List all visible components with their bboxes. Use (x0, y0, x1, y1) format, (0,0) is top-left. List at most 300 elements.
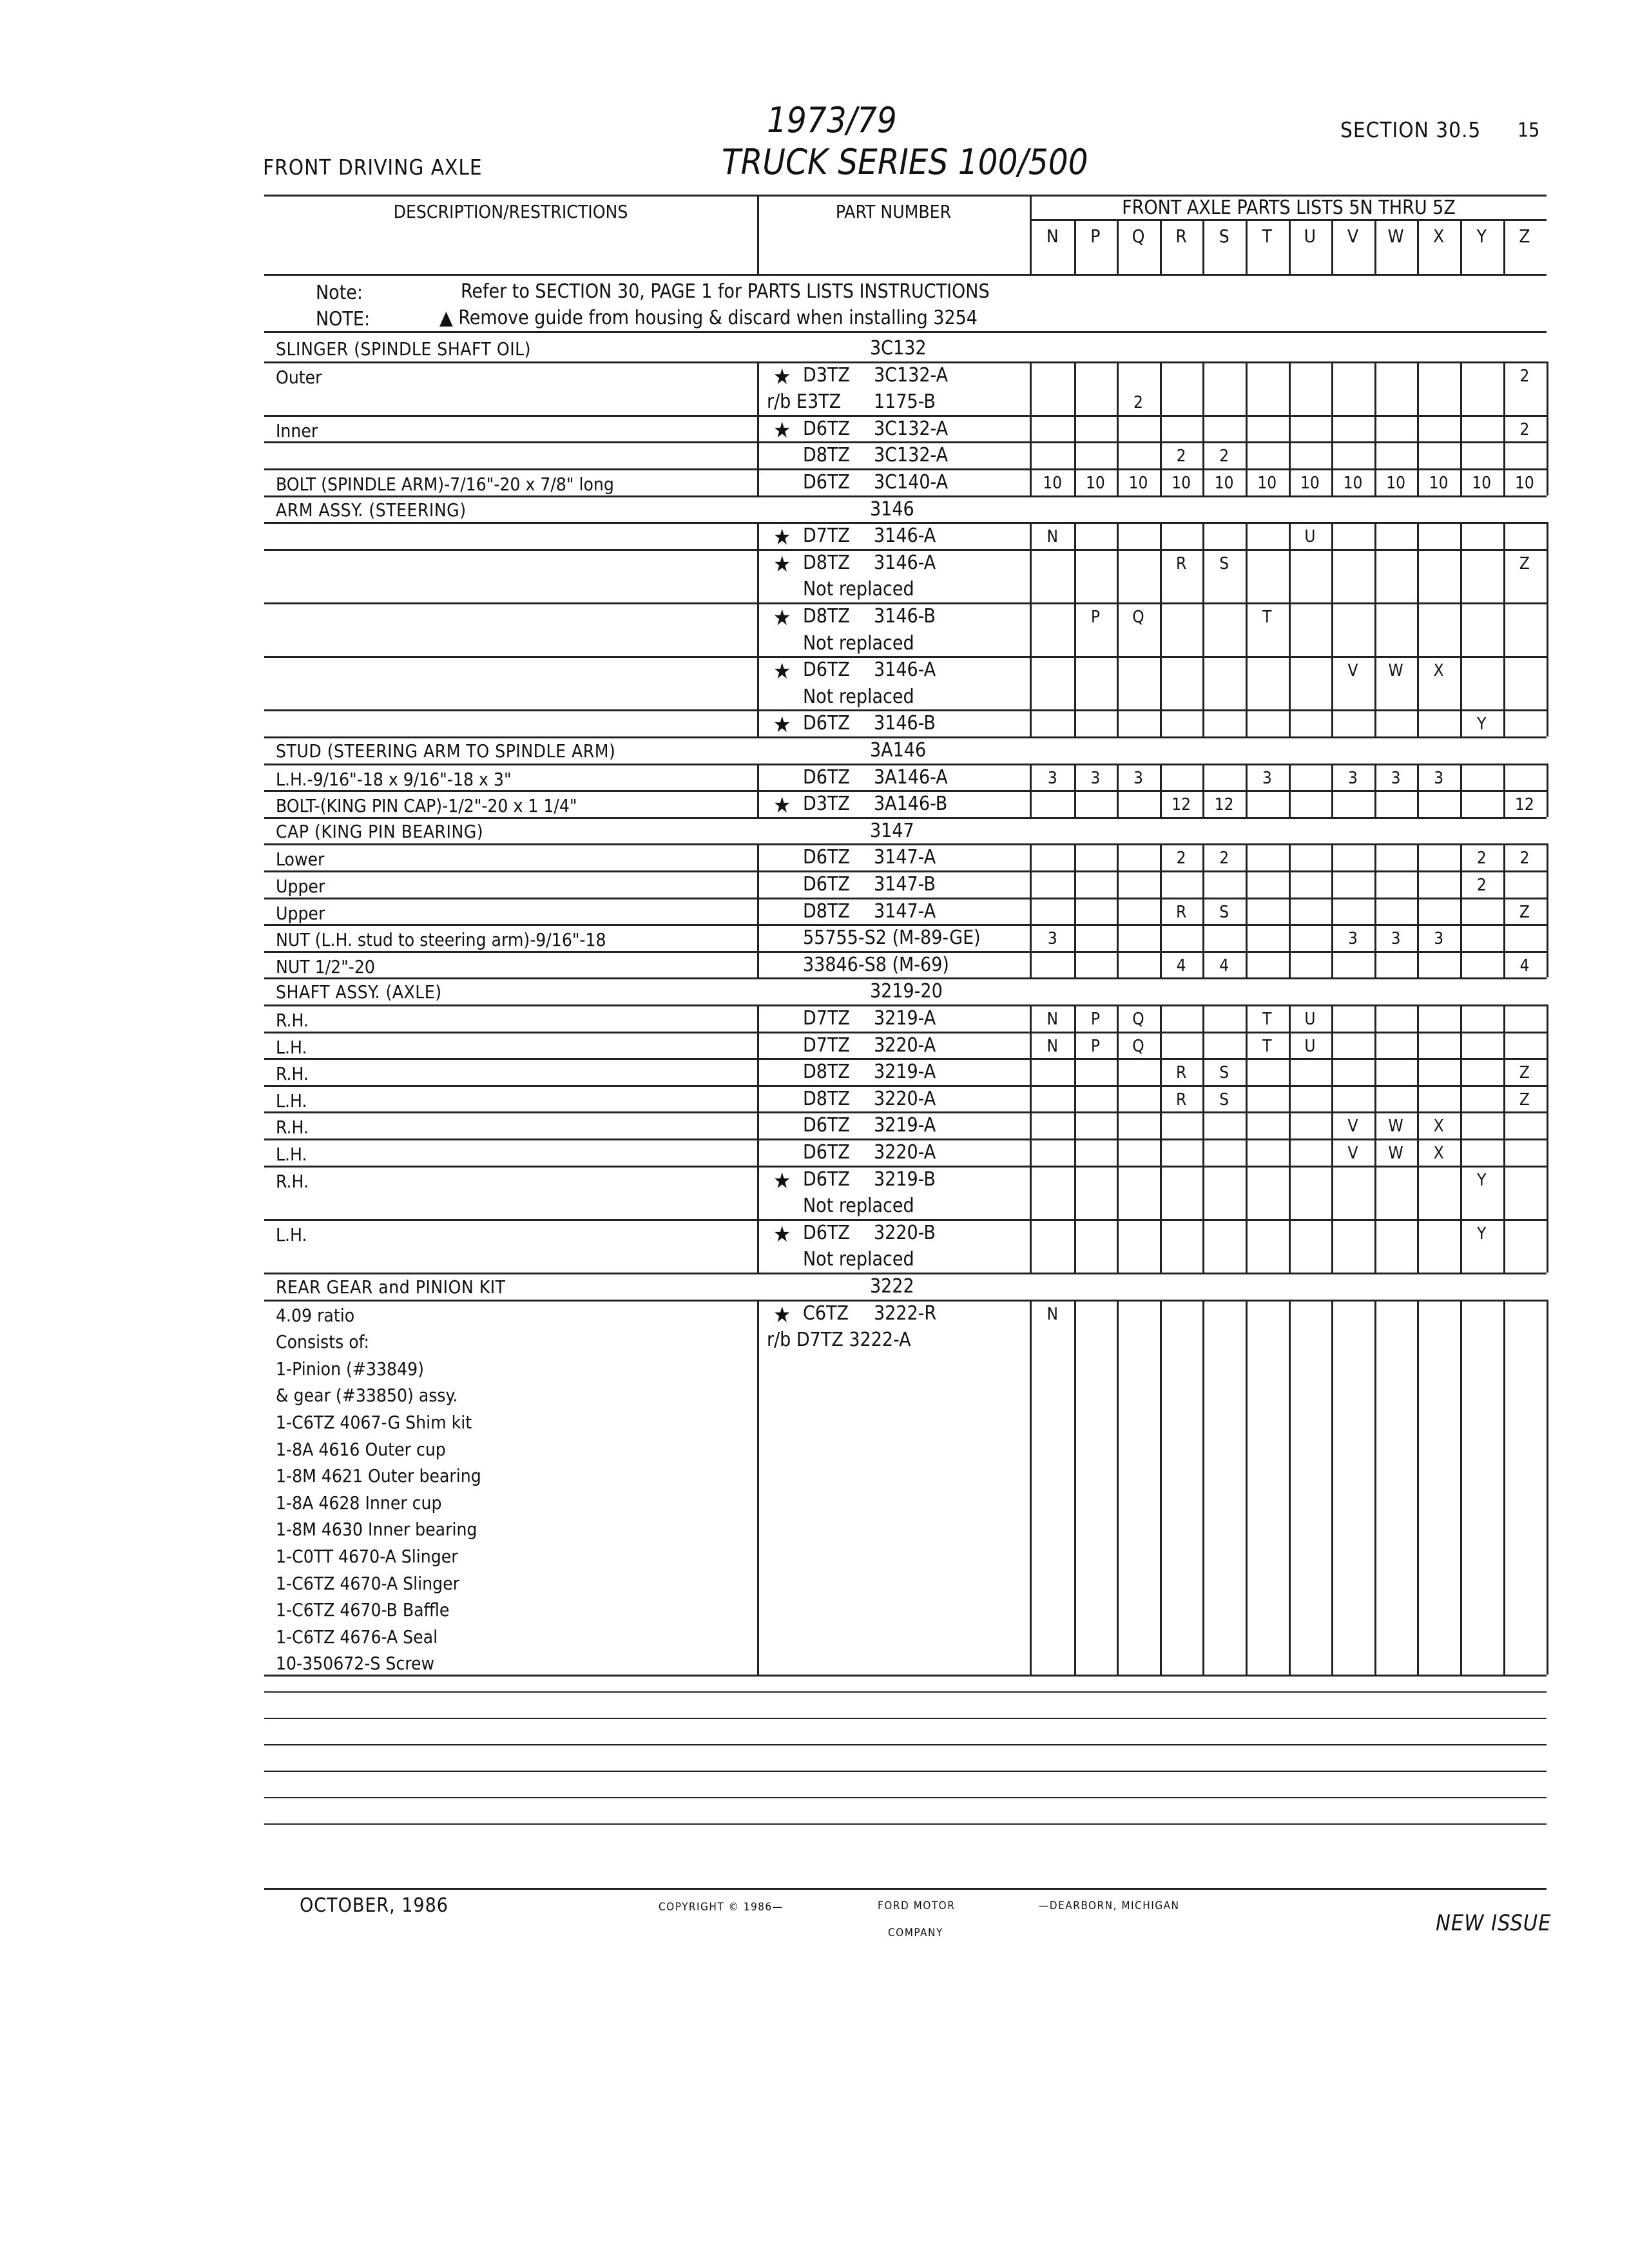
cell-divider (1374, 924, 1376, 951)
list-cell-r: 2 (1176, 849, 1186, 869)
cell-divider (1202, 870, 1204, 898)
cell-divider (1460, 709, 1462, 736)
list-cell-w: 10 (1386, 474, 1405, 493)
item-description: Lower (276, 849, 325, 870)
item-description: 1-Pinion (#33849) (276, 1358, 424, 1379)
cell-divider (1374, 656, 1376, 709)
cell-divider (1289, 602, 1291, 656)
letter-header-r: R (1175, 226, 1187, 247)
list-cell-u: U (1304, 1036, 1316, 1056)
list-cell-r: 2 (1176, 447, 1186, 466)
list-cell-p: P (1090, 608, 1100, 627)
row-rule (264, 441, 1547, 443)
cell-divider (1030, 1004, 1032, 1032)
cell-divider (1030, 1032, 1032, 1059)
cell-divider (1117, 1085, 1119, 1112)
list-cell-w: W (1388, 1144, 1403, 1163)
cell-divider (1074, 951, 1076, 978)
list-cell-v: V (1347, 661, 1358, 681)
letter-header-z: Z (1519, 226, 1530, 247)
letter-header-n: N (1046, 226, 1059, 247)
list-cell-z: 2 (1519, 849, 1530, 869)
cell-divider (1417, 656, 1419, 709)
cell-divider (757, 1166, 759, 1219)
cell-divider (1503, 1219, 1505, 1273)
cell-divider (1202, 1085, 1204, 1112)
cell-divider (1547, 1219, 1548, 1273)
cell-divider (1246, 1111, 1248, 1139)
blank-line (264, 1718, 1547, 1719)
list-cell-z: 2 (1519, 419, 1530, 439)
cell-divider (1289, 790, 1291, 817)
letter-header-x: X (1433, 226, 1445, 247)
part-prefix: D8TZ (803, 551, 850, 574)
list-cell-z: Z (1519, 553, 1530, 573)
list-cell-z: Z (1519, 902, 1530, 922)
cell-divider (1030, 843, 1032, 870)
list-cell-t: 10 (1257, 474, 1277, 493)
cell-divider (1160, 1111, 1162, 1139)
part-number: 3C140-A (874, 471, 949, 494)
cell-divider (1374, 709, 1376, 736)
letter-divider (1074, 219, 1076, 274)
list-cell-r: R (1175, 902, 1187, 922)
letter-header-t: T (1262, 226, 1272, 247)
note-1 (316, 282, 363, 304)
list-cell-n: N (1046, 527, 1059, 547)
row-rule (264, 549, 1547, 551)
cell-divider (1547, 843, 1548, 870)
cell-divider (1117, 709, 1119, 736)
cell-divider (1331, 441, 1333, 468)
part-number: 3222-R (874, 1302, 937, 1325)
item-description: R.H. (276, 1010, 309, 1031)
cell-divider (1160, 924, 1162, 951)
cell-divider (1417, 361, 1419, 415)
cell-divider (1074, 1139, 1076, 1166)
list-cell-n: N (1046, 1304, 1059, 1324)
cell-divider (1289, 1219, 1291, 1273)
part-prefix: D6TZ (803, 846, 850, 869)
cell-divider (1202, 602, 1204, 656)
list-cell-t: T (1262, 608, 1272, 627)
list-cell-q: 3 (1133, 768, 1143, 788)
cell-divider (1160, 441, 1162, 468)
part-number: 3C132-A (874, 444, 949, 467)
cell-divider (1547, 790, 1548, 817)
cell-divider (1030, 361, 1032, 415)
list-cell-n: 10 (1043, 474, 1063, 493)
row-rule (264, 1219, 1547, 1221)
cell-divider (757, 870, 759, 898)
cell-divider (1246, 361, 1248, 415)
cell-divider (1503, 1085, 1505, 1112)
cell-divider (1202, 522, 1204, 549)
letter-divider (1202, 219, 1204, 274)
part-prefix: C6TZ (803, 1302, 849, 1325)
part-prefix: D8TZ (803, 1087, 850, 1110)
cell-divider (1503, 1300, 1505, 1675)
part-prefix: D3TZ (803, 363, 850, 387)
cell-divider (1246, 522, 1248, 549)
part-number: 3C132-A (874, 417, 949, 440)
cell-divider (1503, 764, 1505, 791)
cell-divider (1417, 790, 1419, 817)
item-description: BOLT (SPINDLE ARM)-7/16"-20 x 7/8" long (276, 474, 614, 495)
cell-divider (1202, 1219, 1204, 1273)
group-base-part: 3A146 (870, 739, 927, 762)
item-description: L.H. (276, 1036, 307, 1058)
cell-divider (1030, 790, 1032, 817)
cell-divider (1547, 1139, 1548, 1166)
cell-divider (1289, 709, 1291, 736)
cell-divider (1460, 843, 1462, 870)
cell-divider (1160, 790, 1162, 817)
item-description: & gear (#33850) assy. (276, 1385, 458, 1407)
cell-divider (1503, 361, 1505, 415)
list-cell-n: 3 (1047, 768, 1057, 788)
cell-divider (1417, 441, 1419, 468)
cell-divider (757, 1300, 759, 1675)
item-description: NUT 1/2"-20 (276, 956, 375, 977)
not-replaced-note: Not replaced (803, 685, 914, 708)
item-description: BOLT-(KING PIN CAP)-1/2"-20 x 1 1/4" (276, 795, 577, 817)
part-prefix: D6TZ (803, 1114, 850, 1137)
cell-divider (1289, 951, 1291, 978)
cell-divider (1074, 764, 1076, 791)
cell-divider (1117, 898, 1119, 925)
star-icon: ★ (773, 1168, 791, 1194)
part-prefix: D6TZ (803, 712, 850, 735)
not-replaced-note: Not replaced (803, 1248, 914, 1271)
cell-divider (1160, 656, 1162, 709)
cell-divider (1460, 1004, 1462, 1032)
cell-divider (1030, 1219, 1032, 1273)
part-number: 3147-A (874, 846, 936, 869)
cell-divider (1117, 1219, 1119, 1273)
cell-divider (1460, 468, 1462, 495)
part-prefix: D6TZ (803, 1141, 850, 1164)
cell-divider (1503, 843, 1505, 870)
cell-divider (1160, 468, 1162, 495)
cell-divider (1246, 709, 1248, 736)
row-rule (264, 924, 1547, 926)
cell-divider (1289, 441, 1291, 468)
cell-divider (1417, 1058, 1419, 1085)
cell-divider (1547, 764, 1548, 791)
cell-divider (1547, 549, 1548, 602)
cell-divider (757, 951, 759, 978)
cell-divider (1117, 602, 1119, 656)
cell-divider (1160, 764, 1162, 791)
cell-divider (1547, 1111, 1548, 1139)
cell-divider (1417, 468, 1419, 495)
list-cell-n: N (1046, 1010, 1059, 1029)
cell-divider (1074, 1085, 1076, 1112)
cell-divider (1074, 361, 1076, 415)
cell-divider (1246, 790, 1248, 817)
cell-divider (1460, 1058, 1462, 1085)
cell-divider (1202, 1166, 1204, 1219)
cell-divider (757, 924, 759, 951)
item-description: Outer (276, 366, 322, 388)
cell-divider (1460, 656, 1462, 709)
row-rule (264, 1139, 1547, 1140)
cell-divider (1117, 1004, 1119, 1032)
cell-divider (1547, 441, 1548, 468)
blank-line (264, 1823, 1547, 1825)
cell-divider (757, 522, 759, 549)
cell-divider (1460, 1032, 1462, 1059)
list-cell-v: 3 (1348, 929, 1358, 949)
cell-divider (1417, 522, 1419, 549)
cell-divider (1547, 468, 1548, 495)
part-prefix: D8TZ (803, 1061, 850, 1084)
list-cell-w: 3 (1391, 768, 1401, 788)
cell-divider (1074, 441, 1076, 468)
cell-divider (1030, 870, 1032, 898)
year-range: 1973/79 (767, 100, 897, 140)
cell-divider (1202, 1004, 1204, 1032)
list-cell-u: 10 (1300, 474, 1320, 493)
part-prefix: D6TZ (803, 765, 850, 789)
list-cell-v: 10 (1343, 474, 1363, 493)
cell-divider (757, 1085, 759, 1112)
note-1-text: Refer to SECTION 30, PAGE 1 for PARTS LISTS INSTRUCTIONS (461, 280, 990, 303)
row-rule (264, 843, 1547, 845)
star-icon: ★ (773, 712, 791, 738)
cell-divider (757, 441, 759, 468)
part-number: 3220-B (874, 1221, 936, 1244)
cell-divider (757, 468, 759, 495)
item-description: NUT (L.H. stud to steering arm)-9/16"-18 (276, 929, 606, 951)
item-description: 1-8M 4630 Inner bearing (276, 1519, 477, 1541)
part-number: 3220-A (874, 1087, 936, 1110)
group-base-part: 3219-20 (870, 980, 943, 1003)
cell-divider (1160, 1219, 1162, 1273)
cell-divider (1289, 924, 1291, 951)
cell-divider (1331, 468, 1333, 495)
cell-divider (1503, 924, 1505, 951)
cell-divider (1417, 709, 1419, 736)
row-rule (264, 1085, 1547, 1087)
list-cell-s: S (1219, 1090, 1229, 1110)
part-prefix: D8TZ (803, 605, 850, 628)
part-prefix: 33846-S8 (M-69) (803, 953, 949, 976)
cell-divider (1460, 1111, 1462, 1139)
cell-divider (1417, 602, 1419, 656)
cell-divider (1547, 1058, 1548, 1085)
cell-divider (1289, 1085, 1291, 1112)
item-description: Upper (276, 876, 325, 897)
cell-divider (1030, 709, 1032, 736)
cell-divider (1160, 1139, 1162, 1166)
row-rule (264, 495, 1547, 497)
cell-divider (1246, 602, 1248, 656)
cell-divider (1289, 1004, 1291, 1032)
cell-divider (757, 764, 759, 791)
cell-divider (1246, 764, 1248, 791)
cell-divider (1331, 522, 1333, 549)
cell-divider (1074, 870, 1076, 898)
cell-divider (1374, 1085, 1376, 1112)
cell-divider (1246, 468, 1248, 495)
cell-divider (757, 361, 759, 415)
letter-header-s: S (1219, 226, 1229, 247)
list-cell-r: 10 (1171, 474, 1191, 493)
cell-divider (1246, 1032, 1248, 1059)
cell-divider (1289, 656, 1291, 709)
part-prefix: D8TZ (803, 444, 850, 467)
cell-divider (1417, 898, 1419, 925)
list-cell-s: 2 (1219, 849, 1229, 869)
cell-divider (1331, 1004, 1333, 1032)
cell-divider (1331, 924, 1333, 951)
not-replaced-note: Not replaced (803, 578, 914, 601)
cell-divider (1117, 1139, 1119, 1166)
cell-divider (1503, 951, 1505, 978)
note-2-text: ▲ Remove guide from housing & discard when installing 3254 (439, 307, 978, 329)
cell-divider (1374, 549, 1376, 602)
part-number: 3147-B (874, 873, 936, 896)
part-prefix: D7TZ (803, 1007, 850, 1030)
row-rule (264, 1300, 1547, 1302)
list-cell-s: S (1219, 902, 1229, 922)
part-number: 3A146-A (874, 765, 948, 789)
cell-divider (1547, 1085, 1548, 1112)
cell-divider (1417, 415, 1419, 442)
row-rule (264, 1058, 1547, 1060)
cell-divider (1074, 1111, 1076, 1139)
cell-divider (1374, 1300, 1376, 1675)
item-description: 1-C6TZ 4670-A Slinger (276, 1572, 459, 1594)
star-icon: ★ (773, 417, 791, 443)
list-cell-r: R (1175, 1090, 1187, 1110)
letter-header-y: Y (1476, 226, 1487, 247)
cell-divider (1074, 898, 1076, 925)
blank-line (264, 1771, 1547, 1772)
cell-divider (1331, 1032, 1333, 1059)
part-column-header: PART NUMBER (835, 201, 952, 222)
cell-divider (1417, 1111, 1419, 1139)
cell-divider (757, 656, 759, 709)
cell-divider (1503, 602, 1505, 656)
cell-divider (1074, 1219, 1076, 1273)
row-rule (264, 1675, 1547, 1677)
cell-divider (1503, 522, 1505, 549)
cell-divider (1246, 415, 1248, 442)
row-rule (264, 1032, 1547, 1033)
letter-divider (1417, 219, 1419, 274)
cell-divider (1160, 361, 1162, 415)
cell-divider (1417, 1300, 1419, 1675)
cell-divider (1331, 1300, 1333, 1675)
part-prefix: D6TZ (803, 417, 850, 440)
list-cell-s: S (1219, 553, 1229, 573)
note-1-label: Note: (316, 282, 363, 304)
blank-line (264, 1797, 1547, 1798)
cell-divider (1503, 1166, 1505, 1219)
cell-divider (1117, 468, 1119, 495)
group-heading: SHAFT ASSY. (AXLE) (276, 981, 442, 1003)
item-description: 4.09 ratio (276, 1304, 355, 1326)
cell-divider (1160, 415, 1162, 442)
cell-divider (1331, 1111, 1333, 1139)
list-cell-t: T (1262, 1010, 1272, 1029)
cell-divider (1460, 1300, 1462, 1675)
row-rule (264, 656, 1547, 658)
item-description: 1-8A 4628 Inner cup (276, 1492, 442, 1514)
cell-divider (1289, 764, 1291, 791)
cell-divider (1417, 843, 1419, 870)
star-icon: ★ (773, 363, 791, 390)
cell-divider (1460, 764, 1462, 791)
note-2-label: NOTE: (316, 308, 371, 331)
list-cell-w: 3 (1391, 929, 1401, 949)
page-number: 15 (1518, 119, 1540, 142)
row-rule (264, 1273, 1547, 1274)
list-cell-x: 3 (1434, 929, 1444, 949)
group-heading: ARM ASSY. (STEERING) (276, 499, 467, 521)
cell-divider (1202, 1139, 1204, 1166)
cell-divider (757, 1058, 759, 1085)
cell-divider (1030, 951, 1032, 978)
row-rule (264, 415, 1547, 417)
cell-divider (1202, 1300, 1204, 1675)
cell-divider (1503, 441, 1505, 468)
cell-divider (1289, 843, 1291, 870)
footer-copyright: COPYRIGHT © 1986— (659, 1901, 784, 1914)
list-cell-s: 12 (1214, 795, 1234, 815)
cell-divider (1160, 843, 1162, 870)
cell-divider (1460, 1219, 1462, 1273)
letter-header-w: W (1387, 226, 1404, 247)
cell-divider (1460, 549, 1462, 602)
cell-divider (1331, 709, 1333, 736)
list-cell-x: X (1433, 1117, 1444, 1137)
cell-divider (1289, 870, 1291, 898)
list-cell-p: P (1090, 1010, 1100, 1029)
cell-divider (1417, 549, 1419, 602)
cell-divider (1503, 468, 1505, 495)
part-prefix: D8TZ (803, 899, 850, 923)
cell-divider (1202, 790, 1204, 817)
part-number: 3146-B (874, 605, 936, 628)
part-number: 3146-A (874, 658, 936, 682)
letter-divider (1160, 219, 1162, 274)
cell-divider (1117, 843, 1119, 870)
list-cell-q: 2 (1133, 393, 1143, 413)
section-title: FRONT DRIVING AXLE (263, 155, 483, 180)
list-cell-r: 4 (1176, 956, 1186, 975)
group-heading: SLINGER (SPINDLE SHAFT OIL) (276, 338, 531, 360)
cell-divider (1074, 1058, 1076, 1085)
cell-divider (1331, 602, 1333, 656)
row-rule (264, 736, 1547, 738)
part-number: 3147-A (874, 899, 936, 923)
list-cell-v: 3 (1348, 768, 1358, 788)
list-cell-y: Y (1477, 1224, 1487, 1244)
cell-divider (1202, 951, 1204, 978)
letter-divider (1246, 219, 1248, 274)
cell-divider (1503, 415, 1505, 442)
desc-column-header: DESCRIPTION/RESTRICTIONS (393, 201, 628, 222)
cell-divider (1160, 1058, 1162, 1085)
cell-divider (1202, 1032, 1204, 1059)
cell-divider (1117, 790, 1119, 817)
cell-divider (1460, 951, 1462, 978)
cell-divider (1160, 1166, 1162, 1219)
